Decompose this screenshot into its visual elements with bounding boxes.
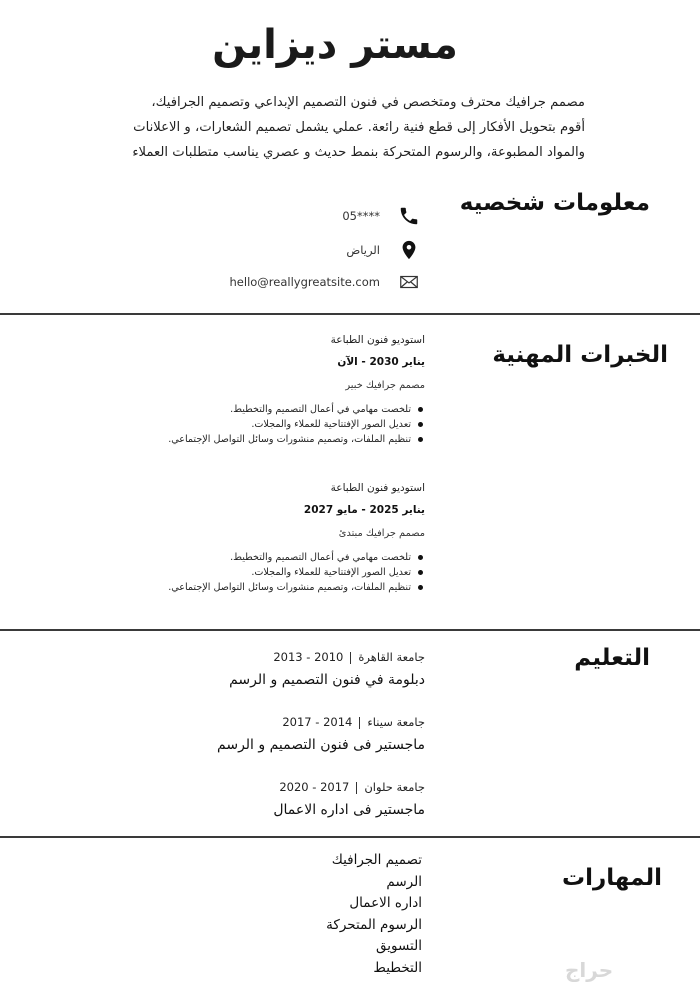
list-item: الرسوم المتحركة <box>326 916 422 933</box>
section-title-experience: الخبرات المهنية <box>492 342 668 368</box>
education-years: 2017 - 2020 <box>279 780 350 794</box>
education-school: جامعة القاهرة <box>358 650 425 664</box>
contact-location <box>346 238 420 262</box>
job-entry <box>125 482 425 595</box>
list-item: تصميم الجرافيك <box>331 852 422 868</box>
job-entry <box>125 334 425 447</box>
summary-line: أقوم بتحويل الأفكار إلى قطع فنية رائعة. عملي يشمل تصميم الشعارات، و الاعلانات <box>133 120 585 135</box>
education-years: 2010 - 2013 <box>273 650 344 664</box>
list-item: الرسم <box>386 873 422 890</box>
education-entry <box>105 715 425 753</box>
summary-line: والمواد المطبوعة، والرسوم المتحركة بنمط حديث و عصري يناسب متطلبات العملاء <box>132 145 585 160</box>
separator <box>350 652 351 664</box>
job-dates: يناير 2030 - الآن <box>337 356 425 368</box>
watermark: حراج <box>565 958 614 982</box>
location-text: الرياض <box>346 243 380 257</box>
education-entry <box>105 650 425 688</box>
separator <box>356 782 357 794</box>
summary-line: مصمم جرافيك محترف ومتخصص في فنون التصميم الإبداعي وتصميم الجرافيك، <box>151 95 585 110</box>
job-bullets <box>125 550 425 595</box>
phone-icon <box>398 205 420 227</box>
education-entry <box>105 780 425 818</box>
section-title-education: التعليم <box>574 645 650 671</box>
skills-list <box>326 850 422 979</box>
job-company: استوديو فنون الطباعة <box>330 334 425 346</box>
location-pin-icon <box>398 239 420 261</box>
list-item: التخطيط <box>373 959 422 976</box>
section-divider <box>0 313 700 315</box>
separator <box>359 717 360 729</box>
section-title-personal: معلومات شخصيه <box>459 190 650 216</box>
education-school: جامعة حلوان <box>364 780 425 794</box>
section-divider <box>0 836 700 838</box>
section-title-skills: المهارات <box>562 865 662 891</box>
job-dates: يناير 2025 - مايو 2027 <box>303 504 425 516</box>
contact-email <box>230 270 420 294</box>
education-school: جامعة سيناء <box>367 715 425 729</box>
section-divider <box>0 629 700 631</box>
job-role: مصمم جرافيك مبتدئ <box>338 528 425 539</box>
job-bullets <box>125 402 425 447</box>
education-degree: ماجستير فى فنون التصميم و الرسم <box>217 737 425 753</box>
summary <box>85 90 585 165</box>
resume-name: مستر ديزاين <box>212 22 458 68</box>
education-degree: ماجستير فى اداره الاعمال <box>273 802 425 818</box>
list-item: تلخصت مهامي في أعمال التصميم والتخطيط. <box>125 550 425 565</box>
phone-number: 05**** <box>342 209 380 223</box>
contact-phone <box>342 204 420 228</box>
list-item: تعديل الصور الإفتتاحية للعملاء والمجلات. <box>125 417 425 432</box>
list-item: اداره الاعمال <box>349 895 422 911</box>
job-role: مصمم جرافيك خبير <box>345 380 425 391</box>
list-item: التسويق <box>376 938 422 954</box>
job-company: استوديو فنون الطباعة <box>330 482 425 494</box>
email-address[interactable]: hello@reallygreatsite.com <box>229 275 380 289</box>
list-item: تلخصت مهامي في أعمال التصميم والتخطيط. <box>125 402 425 417</box>
list-item: تنظيم الملفات، وتصميم منشورات وسائل التواصل الإجتماعي. <box>125 432 425 447</box>
mail-icon <box>398 271 420 293</box>
list-item: تنظيم الملفات، وتصميم منشورات وسائل التواصل الإجتماعي. <box>125 580 425 595</box>
education-years: 2014 - 2017 <box>282 715 353 729</box>
education-degree: دبلومة في فنون التصميم و الرسم <box>229 672 425 688</box>
list-item: تعديل الصور الإفتتاحية للعملاء والمجلات. <box>125 565 425 580</box>
